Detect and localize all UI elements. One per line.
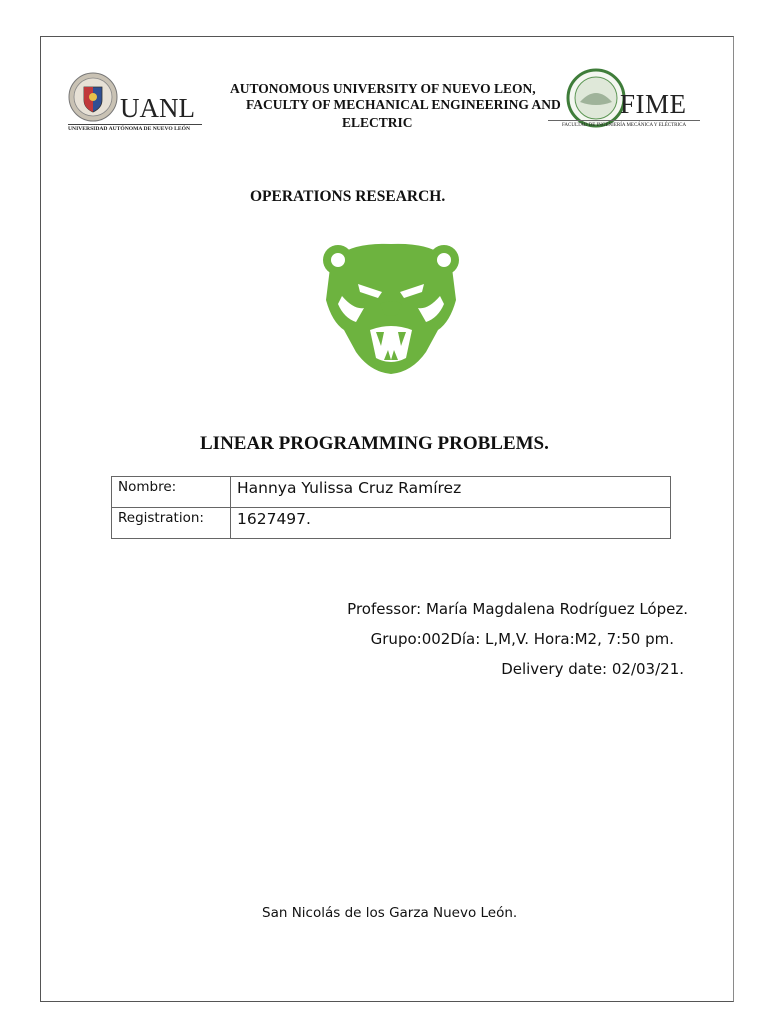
- delivery-date-line: Delivery date: 02/03/21.: [501, 660, 684, 678]
- location-footer: San Nicolás de los Garza Nuevo León.: [262, 905, 518, 921]
- uanl-logo-rule: [68, 124, 202, 125]
- name-label: Nombre:: [112, 477, 231, 508]
- course-title: OPERATIONS RESEARCH.: [250, 188, 446, 205]
- fime-logo-rule: [548, 120, 700, 121]
- uanl-logo: [68, 72, 204, 136]
- student-info-table: [111, 476, 671, 539]
- uanl-seal-icon: [68, 72, 118, 122]
- faculty-name-line2: ELECTRIC: [342, 115, 413, 130]
- faculty-name: FACULTY OF MECHANICAL ENGINEERING AND: [246, 97, 561, 112]
- registration-label: Registration:: [112, 508, 231, 539]
- fime-logo-subtitle: FACULTAD DE INGENIERÍA MECÁNICA Y ELÉCTRICA: [562, 123, 687, 128]
- fime-logo-name: FIME: [620, 89, 687, 119]
- professor-line: Professor: María Magdalena Rodríguez López.: [347, 600, 688, 618]
- fime-seal-icon: [566, 68, 626, 128]
- group-line: Grupo:002Día: L,M,V. Hora:M2, 7:50 pm.: [370, 630, 674, 648]
- fime-logo: [548, 68, 704, 132]
- university-name: AUTONOMOUS UNIVERSITY OF NUEVO LEON,: [230, 81, 536, 96]
- document-title: LINEAR PROGRAMMING PROBLEMS.: [200, 433, 549, 454]
- name-value: Hannya Yulissa Cruz Ramírez: [231, 477, 671, 508]
- uanl-logo-name: UANL: [120, 93, 195, 123]
- registration-value: 1627497.: [231, 508, 671, 539]
- bear-head-icon: [320, 238, 462, 376]
- uanl-logo-subtitle: UNIVERSIDAD AUTÓNOMA DE NUEVO LEÓN: [68, 126, 191, 132]
- table-row: [112, 477, 671, 508]
- table-row: [112, 508, 671, 539]
